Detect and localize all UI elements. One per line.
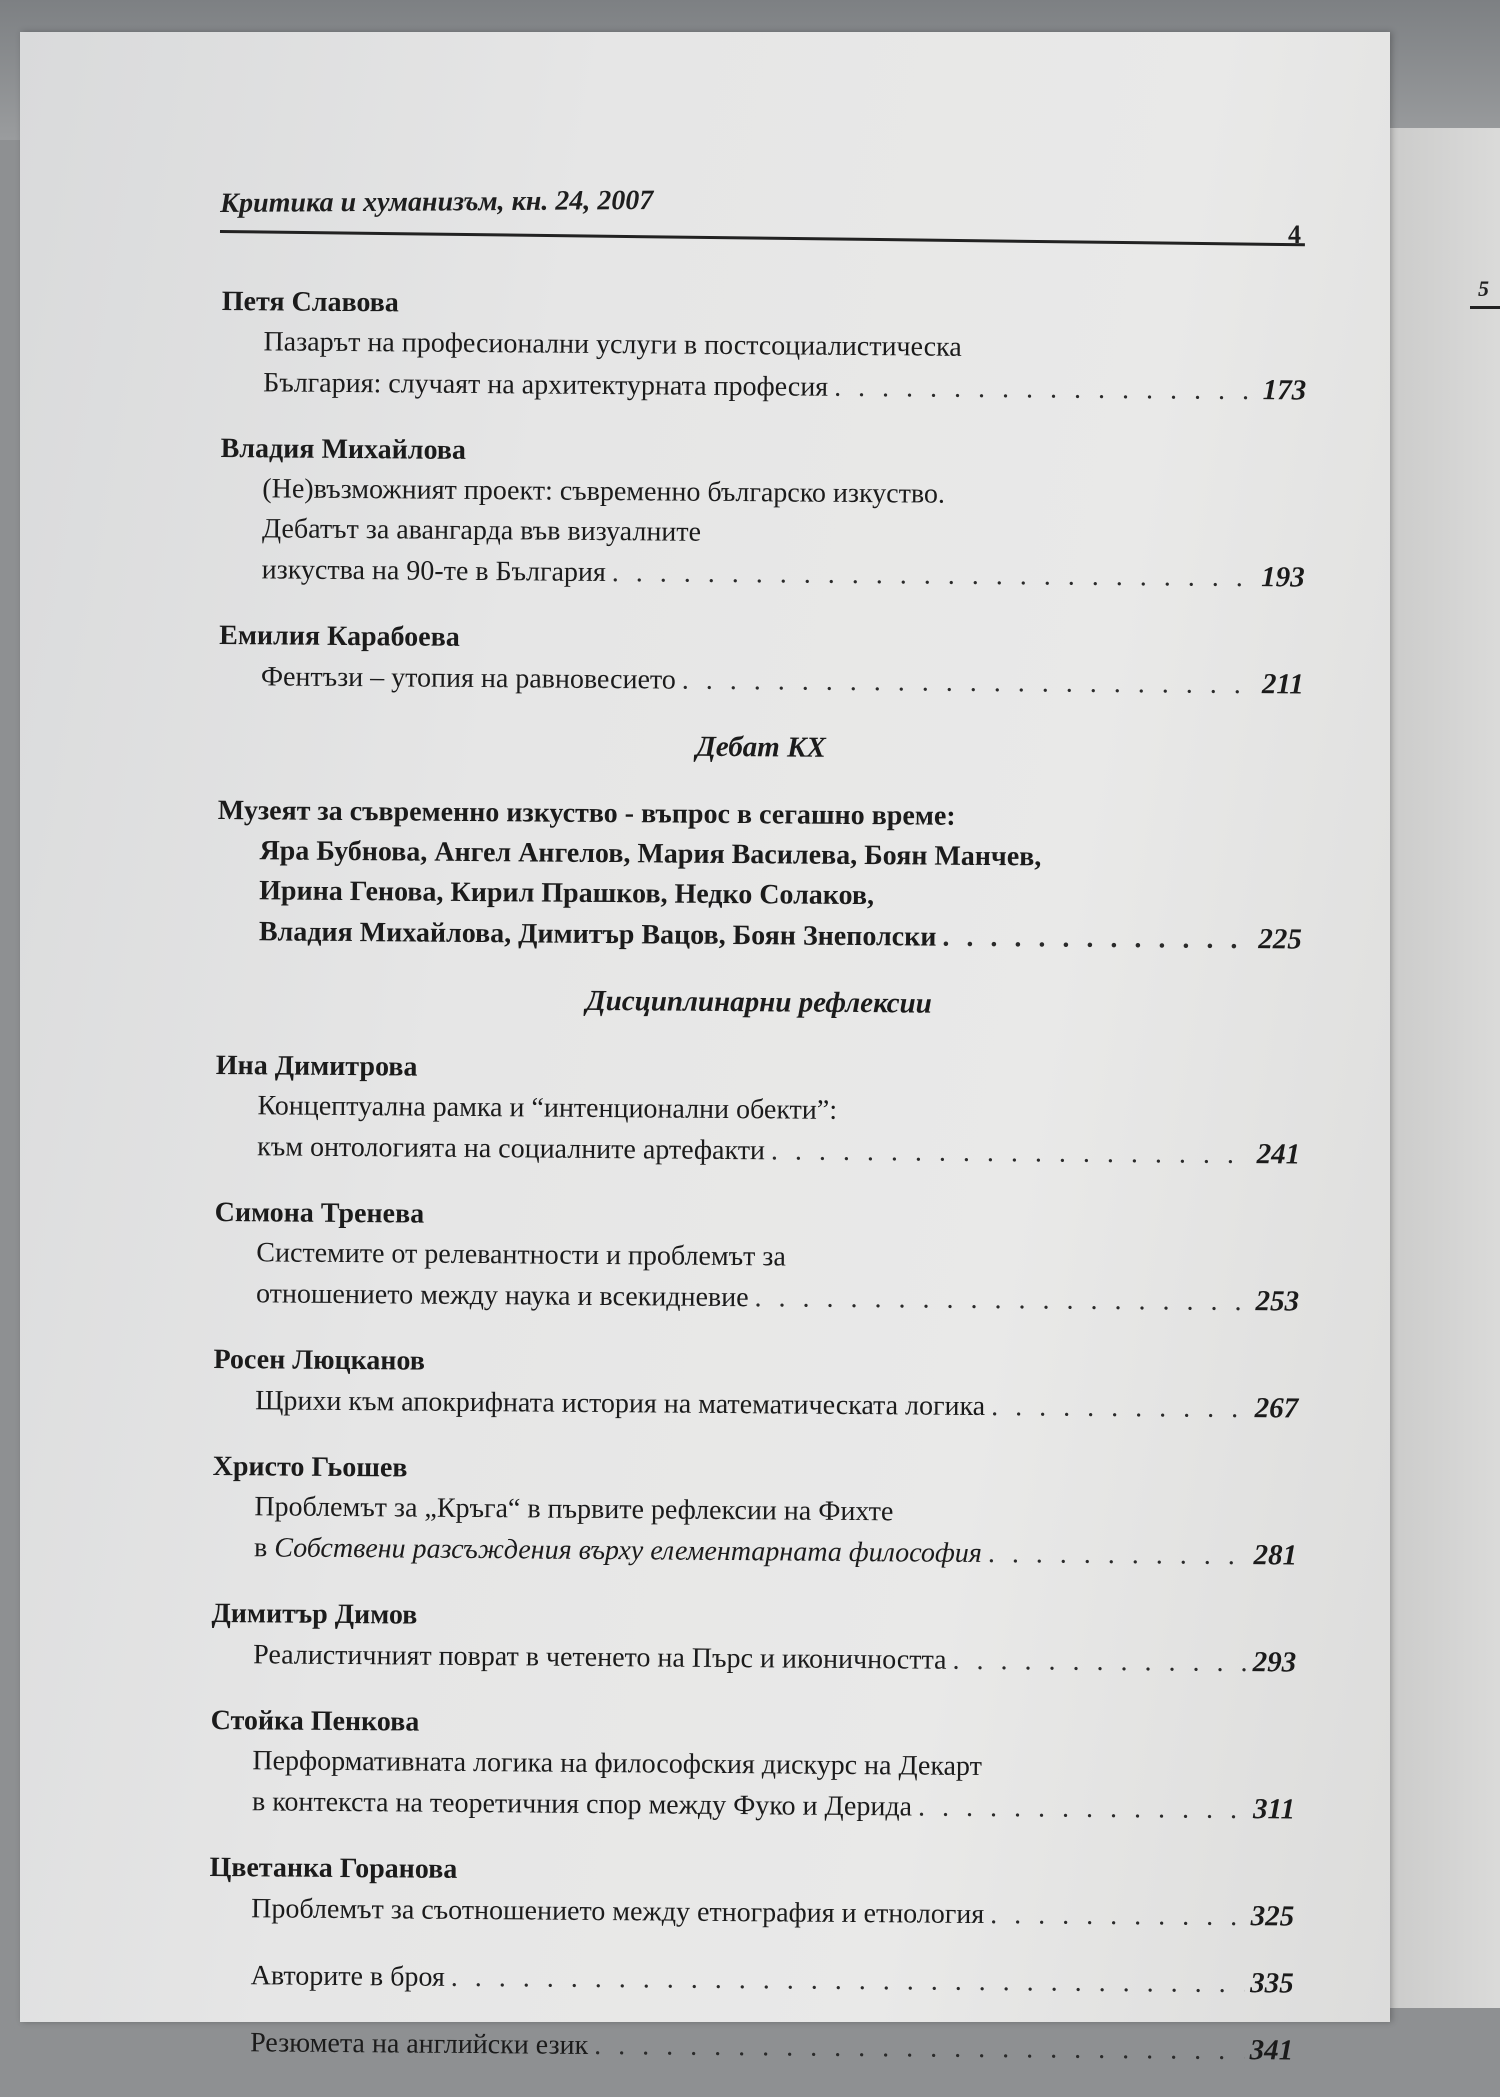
dot-leader bbox=[990, 1895, 1245, 1937]
page-ref: 241 bbox=[1256, 1138, 1301, 1171]
toc-extras bbox=[208, 1955, 1294, 2072]
entry-leader-line bbox=[209, 1888, 1294, 1938]
entry-title-line: България: случаят на архитектурната професия bbox=[263, 367, 829, 403]
dot-leader bbox=[988, 1534, 1248, 1576]
table-of-contents bbox=[208, 282, 1307, 2097]
dot-leader bbox=[771, 1131, 1251, 1175]
toc-entry[interactable] bbox=[213, 1340, 1299, 1430]
entry-title: Резюмета на английски език bbox=[250, 2027, 589, 2061]
entry-leader-line bbox=[220, 549, 1305, 599]
dot-leader bbox=[451, 1958, 1245, 2004]
entry-title-line: Дебатът за авангарда във визуалните bbox=[261, 513, 702, 548]
toc-entry[interactable] bbox=[211, 1594, 1297, 1684]
entry-title-line: в контекста на теоретичния спор между Фуко и Дерида bbox=[251, 1786, 913, 1823]
toc-entry[interactable] bbox=[210, 1701, 1296, 1831]
entry-title: Авторите в броя bbox=[250, 1960, 445, 1993]
dot-leader bbox=[991, 1387, 1249, 1429]
section-heading-debate: Дебат KX bbox=[695, 730, 826, 764]
page-ref: 335 bbox=[1250, 1967, 1294, 2000]
page-ref: 267 bbox=[1254, 1392, 1299, 1425]
participants-line: Владия Михайлова, Димитър Вацов, Боян Знеполски bbox=[258, 916, 937, 953]
page-ref: 173 bbox=[1262, 374, 1307, 407]
entry-leader-line bbox=[211, 1634, 1296, 1684]
entry-author: Владия Михайлова bbox=[220, 432, 467, 466]
entry-leader-line bbox=[219, 656, 1304, 706]
toc-entry[interactable] bbox=[221, 282, 1307, 412]
entry-title-line: Реалистичният поврат в четенето на Пърс и иконичността bbox=[253, 1639, 947, 1676]
participants-line: Яра Бубнова, Ангел Ангелов, Мария Василева, Боян Манчев, bbox=[259, 835, 1042, 873]
title-prefix: в bbox=[253, 1532, 275, 1564]
entry-title-line: Щрихи към апокрифната история на математическата логика bbox=[255, 1385, 986, 1423]
toc-block-articles bbox=[219, 282, 1307, 706]
entry-author: Христо Гьошев bbox=[212, 1450, 408, 1484]
toc-entry[interactable] bbox=[220, 429, 1306, 599]
entry-author: Емилия Карабоева bbox=[219, 619, 460, 653]
toc-entry[interactable] bbox=[214, 1193, 1300, 1323]
entry-title-line: отношението между наука и всекидневие bbox=[255, 1278, 749, 1314]
entry-title-line: Системите от релевантности и проблемът за bbox=[256, 1237, 786, 1273]
debate-participants bbox=[217, 831, 1303, 961]
page-ref: 293 bbox=[1252, 1646, 1297, 1679]
entry-author: Петя Славова bbox=[221, 285, 399, 319]
entry-leader-line bbox=[221, 362, 1306, 412]
entry-leader-line bbox=[215, 1126, 1300, 1176]
entry-title-line bbox=[254, 1528, 982, 1574]
dot-leader bbox=[754, 1278, 1249, 1322]
facing-page-rule bbox=[1470, 306, 1500, 309]
toc-entry-authors[interactable] bbox=[209, 1955, 1294, 2005]
entry-leader-line bbox=[210, 1781, 1295, 1831]
running-title: Критика и хуманизъм, кн. 24, 2007 bbox=[220, 184, 654, 219]
dot-leader bbox=[952, 1641, 1246, 1683]
entry-title-line: Пазарът на професионални услуги в постсоциалистическа bbox=[263, 326, 962, 363]
entry-leader-line bbox=[212, 1527, 1297, 1577]
toc-entry[interactable] bbox=[215, 1046, 1301, 1176]
entry-title-line: Фентъзи – утопия на равновесието bbox=[260, 661, 676, 696]
entry-title-line: (Не)възможният проект: съвременно българско изкуство. bbox=[262, 473, 946, 510]
entry-author: Цветанка Горанова bbox=[209, 1851, 458, 1885]
entry-author: Симона Тренева bbox=[214, 1196, 425, 1230]
entry-author: Ина Димитрова bbox=[215, 1049, 418, 1083]
entry-title-line: към онтологията на социалните артефакти bbox=[257, 1131, 766, 1167]
page-ref: 341 bbox=[1249, 2034, 1294, 2067]
dot-leader bbox=[594, 2026, 1244, 2071]
italic-book-title: Собствени разсъждения върху елементарната философия bbox=[274, 1532, 983, 1570]
dot-leader bbox=[612, 553, 1256, 598]
debate-title: Музеят за съвременно изкуство - въпрос в сегашно време: bbox=[217, 794, 956, 832]
dot-leader bbox=[918, 1788, 1247, 1831]
toc-entry-summaries[interactable] bbox=[208, 2022, 1293, 2072]
toc-entry[interactable] bbox=[219, 616, 1305, 706]
entry-leader-line bbox=[213, 1380, 1298, 1430]
page-ref: 225 bbox=[1258, 923, 1302, 956]
participants-line: Ирина Генова, Кирил Прашков, Недко Солаков, bbox=[259, 875, 875, 912]
entry-author: Росен Люцканов bbox=[213, 1343, 426, 1377]
page-ref: 211 bbox=[1261, 668, 1304, 701]
entry-title-line: Концептуална рамка и “интенционални обекти”: bbox=[257, 1090, 838, 1126]
entry-title-line: Перформативната логика на философския дискурс на Декарт bbox=[252, 1745, 983, 1783]
page-number: 4 bbox=[1288, 220, 1301, 249]
page-ref: 193 bbox=[1261, 561, 1305, 594]
dot-leader bbox=[682, 661, 1256, 706]
entry-title-line: Проблемът за „Кръга“ в първите рефлексии на Фихте bbox=[254, 1491, 894, 1528]
section-heading-disciplinary: Дисциплинарни рефлексии bbox=[585, 984, 932, 1020]
facing-page-number: 5 bbox=[1478, 276, 1489, 301]
dot-leader bbox=[942, 918, 1252, 960]
page-ref: 253 bbox=[1255, 1285, 1300, 1318]
page-ref: 311 bbox=[1253, 1793, 1296, 1826]
facing-page-edge bbox=[1372, 128, 1500, 2008]
page-ref: 325 bbox=[1250, 1900, 1295, 1933]
entry-leader-line bbox=[208, 2022, 1293, 2072]
entry-title-line: Проблемът за съотношението между етнография и етнология bbox=[251, 1893, 985, 1931]
page-ref: 281 bbox=[1253, 1539, 1298, 1572]
entry-leader-line bbox=[214, 1273, 1299, 1323]
participants-line-leader bbox=[259, 911, 1302, 960]
toc-entry-debate[interactable] bbox=[217, 791, 1303, 961]
entry-author: Стойка Пенкова bbox=[210, 1704, 420, 1738]
entry-leader-line bbox=[209, 1955, 1294, 2005]
toc-entry[interactable] bbox=[209, 1848, 1295, 1938]
toc-entry[interactable] bbox=[212, 1447, 1298, 1577]
dot-leader bbox=[834, 368, 1257, 411]
entry-author: Димитър Димов bbox=[211, 1597, 418, 1631]
entry-title-line: изкуства на 90-те в България bbox=[261, 554, 606, 589]
toc-block-disciplinary bbox=[209, 1046, 1301, 1937]
